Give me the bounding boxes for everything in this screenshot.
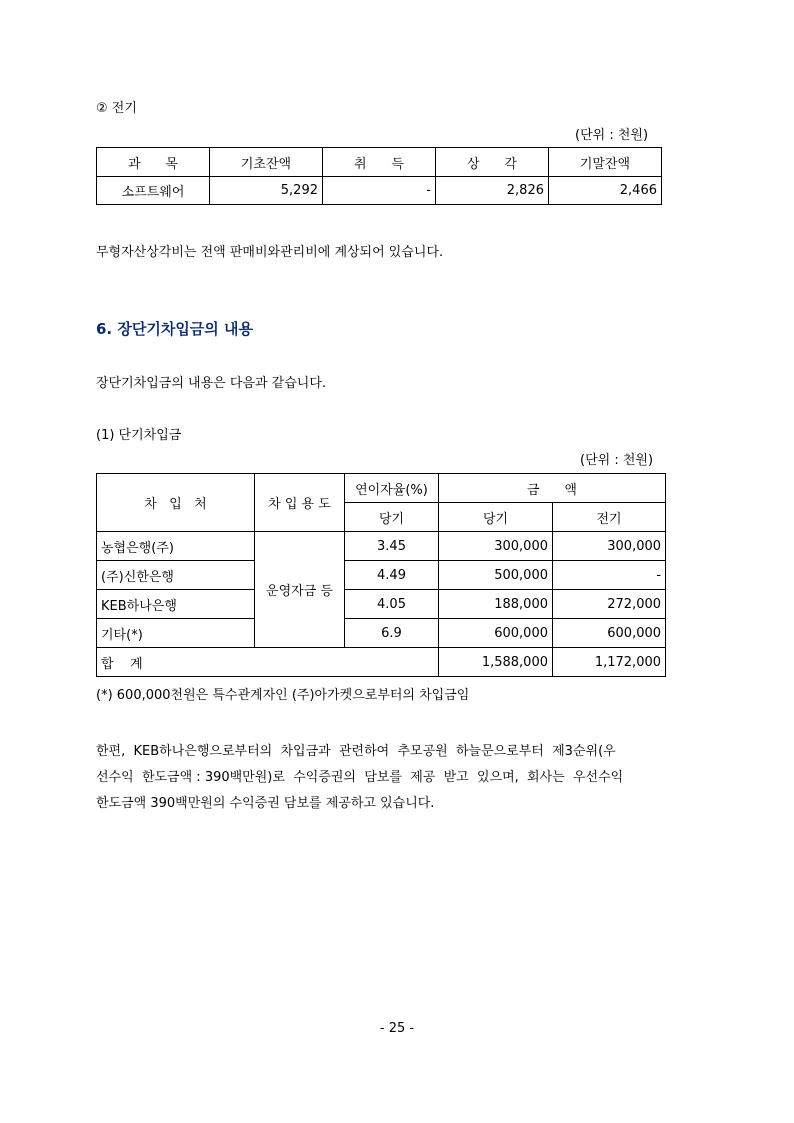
cell-lender: 기타(*) (97, 619, 255, 648)
cell-lender: KEB하나은행 (97, 590, 255, 619)
amortization-note: 무형자산상각비는 전액 판매비와관리비에 계상되어 있습니다. (96, 245, 444, 260)
header-amortization: 상 각 (436, 148, 549, 177)
cell-closing: 2,466 (549, 177, 662, 205)
header-closing: 기말잔액 (549, 148, 662, 177)
header-rate: 연이자율(%) (345, 474, 439, 503)
cell-lender: 농협은행(주) (97, 532, 255, 561)
header-rate-current: 당기 (345, 503, 439, 532)
subsection-title: ② 전기 (96, 101, 137, 116)
table-row (97, 532, 666, 561)
cell-current: 300,000 (439, 532, 553, 561)
unit-label: (단위 : 천원) (575, 128, 649, 143)
cell-prior: - (553, 561, 666, 590)
header-opening: 기초잔액 (210, 148, 323, 177)
paragraph-line-3: 한도금액 390백만원의 수익증권 담보를 제공하고 있습니다. (96, 796, 435, 811)
software-table (96, 147, 662, 205)
total-label: 합 계 (97, 648, 439, 677)
header-amount: 금 액 (439, 474, 666, 503)
cell-amortization: 2,826 (436, 177, 549, 205)
cell-rate: 4.05 (345, 590, 439, 619)
cell-current: 188,000 (439, 590, 553, 619)
header-account: 과 목 (97, 148, 210, 177)
table-row (97, 619, 666, 648)
cell-opening: 5,292 (210, 177, 323, 205)
unit-label-2: (단위 : 천원) (580, 453, 654, 468)
header-purpose: 차 입 용 도 (255, 474, 345, 532)
cell-prior: 600,000 (553, 619, 666, 648)
cell-acquisition: - (323, 177, 436, 205)
cell-current: 500,000 (439, 561, 553, 590)
cell-rate: 6.9 (345, 619, 439, 648)
cell-prior: 272,000 (553, 590, 666, 619)
paragraph-line-1: 한편, KEB하나은행으로부터의 차입금과 관련하여 추모공원 하늘문으로부터 제3순위(우 (96, 744, 616, 759)
section-heading: 6. 장단기차입금의 내용 (96, 320, 253, 338)
cell-purpose: 운영자금 등 (255, 532, 345, 648)
cell-account: 소프트웨어 (97, 177, 210, 205)
subsection-title-short-term: (1) 단기차입금 (96, 428, 182, 443)
cell-rate: 4.49 (345, 561, 439, 590)
cell-lender: (주)신한은행 (97, 561, 255, 590)
section-intro: 장단기차입금의 내용은 다음과 같습니다. (96, 376, 327, 391)
page-number: - 25 - (379, 1021, 415, 1036)
cell-current: 600,000 (439, 619, 553, 648)
header-lender: 차 입 처 (97, 474, 255, 532)
header-acquisition: 취 득 (323, 148, 436, 177)
total-prior: 1,172,000 (553, 648, 666, 677)
short-term-borrowings-table (96, 473, 666, 677)
paragraph-line-2: 선수익 한도금액 : 390백만원)로 수익증권의 담보를 제공 받고 있으며, 회사는 우선수익 (96, 770, 624, 785)
total-current: 1,588,000 (439, 648, 553, 677)
table-row (97, 561, 666, 590)
header-amount-current: 당기 (439, 503, 553, 532)
cell-rate: 3.45 (345, 532, 439, 561)
table-row (97, 590, 666, 619)
header-amount-prior: 전기 (553, 503, 666, 532)
cell-prior: 300,000 (553, 532, 666, 561)
table-footnote: (*) 600,000천원은 특수관계자인 (주)아가켓으로부터의 차입금임 (96, 688, 470, 703)
total-row (97, 648, 666, 677)
